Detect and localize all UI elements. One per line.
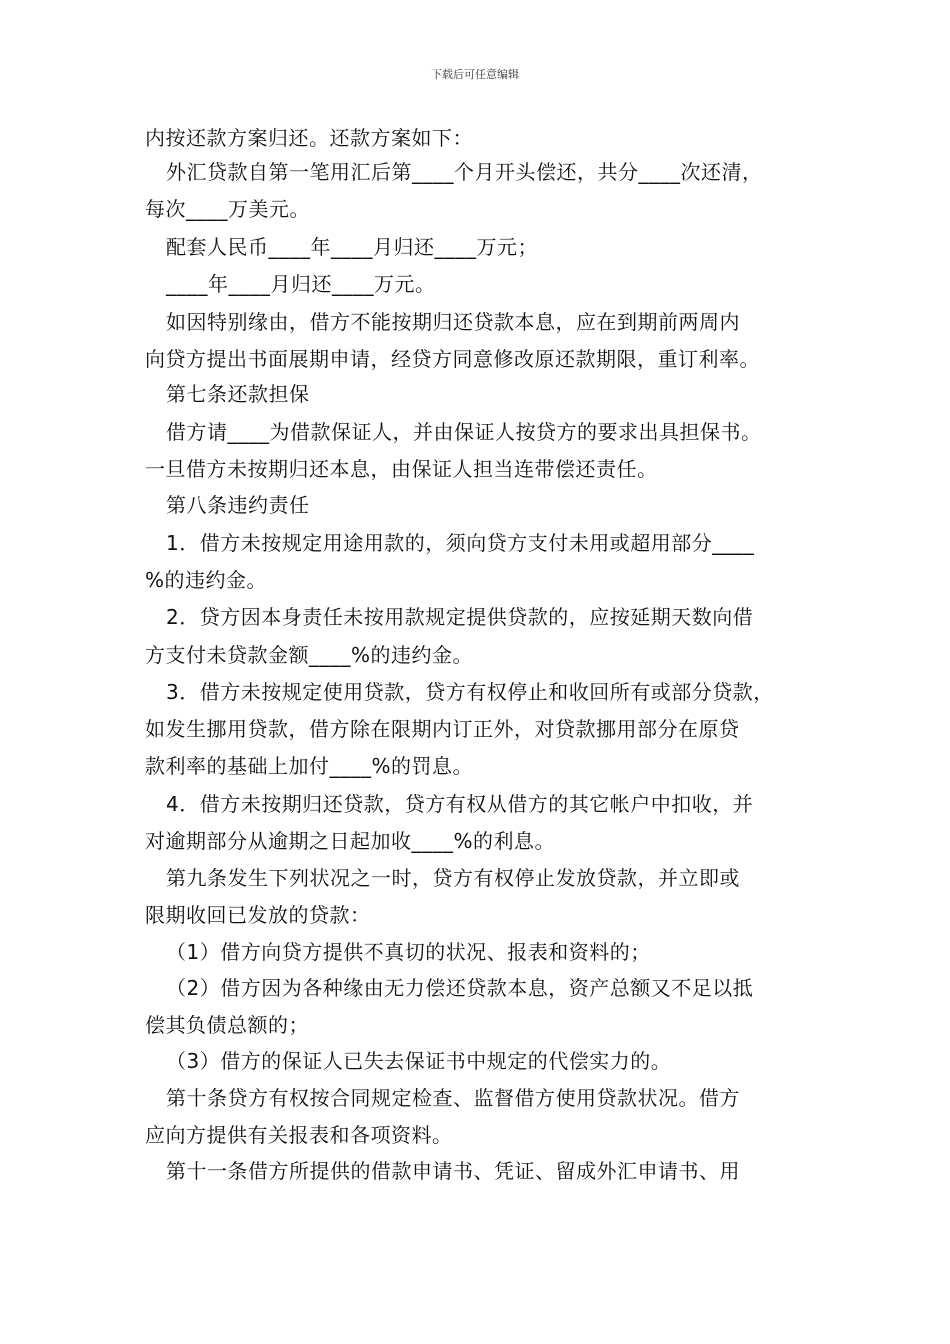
text-line: 如发生挪用贷款，借方除在限期内订正外，对贷款挪用部分在原贷 (145, 717, 740, 741)
text-line: ____年____月归还____万元。 (166, 272, 436, 296)
text-line: 限期收回已发放的贷款： (145, 903, 371, 927)
text-line: 3．借方未按规定使用贷款，贷方有权停止和收回所有或部分贷款， (166, 680, 774, 704)
text-line: 对逾期部分从逾期之日起加收____%的利息。 (145, 829, 556, 853)
text-line: 向贷方提出书面展期申请，经贷方同意修改原还款期限，重订利率。 (145, 347, 760, 371)
text-line: %的违约金。 (145, 568, 268, 592)
text-line: （2）借方因为各种缘由无力偿还贷款本息，资产总额又不足以抵 (166, 976, 754, 1000)
text-line: 第十条贷方有权按合同规定检查、监督借方使用贷款状况。借方 (166, 1086, 740, 1110)
text-line: 1．借方未按规定用途用款的，须向贷方支付未用或超用部分____ (166, 531, 755, 555)
section-heading: 第七条还款担保 (166, 382, 310, 406)
text-line: 2．贷方因本身责任未按用款规定提供贷款的，应按延期天数向借 (166, 605, 754, 629)
text-line: 每次____万美元。 (145, 197, 310, 221)
text-line: 款利率的基础上加付____%的罚息。 (145, 754, 474, 778)
page-header: 下载后可任意编辑 (431, 68, 519, 81)
text-line: 第九条发生下列状况之一时，贷方有权停止发放贷款，并立即或 (166, 866, 740, 890)
text-line: 4．借方未按期归还贷款，贷方有权从借方的其它帐户中扣收，并 (166, 792, 754, 816)
text-line: （1）借方向贷方提供不真切的状况、报表和资料的； (166, 940, 651, 964)
text-line: 第十一条借方所提供的借款申请书、凭证、留成外汇申请书、用 (166, 1159, 740, 1183)
text-line: 应向方提供有关报表和各项资料。 (145, 1123, 453, 1147)
text-line: 借方请____为借款保证人，并由保证人按贷方的要求出具担保书。 (166, 420, 762, 444)
text-line: 如因特别缘由，借方不能按期归还贷款本息，应在到期前两周内 (166, 310, 740, 334)
text-line: 内按还款方案归还。还款方案如下： (145, 126, 473, 150)
text-line: 一旦借方未按期归还本息，由保证人担当连带偿还责任。 (145, 457, 658, 481)
text-line: （3）借方的保证人已失去保证书中规定的代偿实力的。 (166, 1049, 672, 1073)
text-line: 偿其负债总额的； (145, 1013, 309, 1037)
text-line: 配套人民币____年____月归还____万元； (166, 235, 538, 259)
text-line: 方支付未贷款金额____%的违约金。 (145, 643, 474, 667)
section-heading: 第八条违约责任 (166, 493, 310, 517)
text-line: 外汇贷款自第一笔用汇后第____个月开头偿还，共分____次还清， (166, 160, 763, 184)
